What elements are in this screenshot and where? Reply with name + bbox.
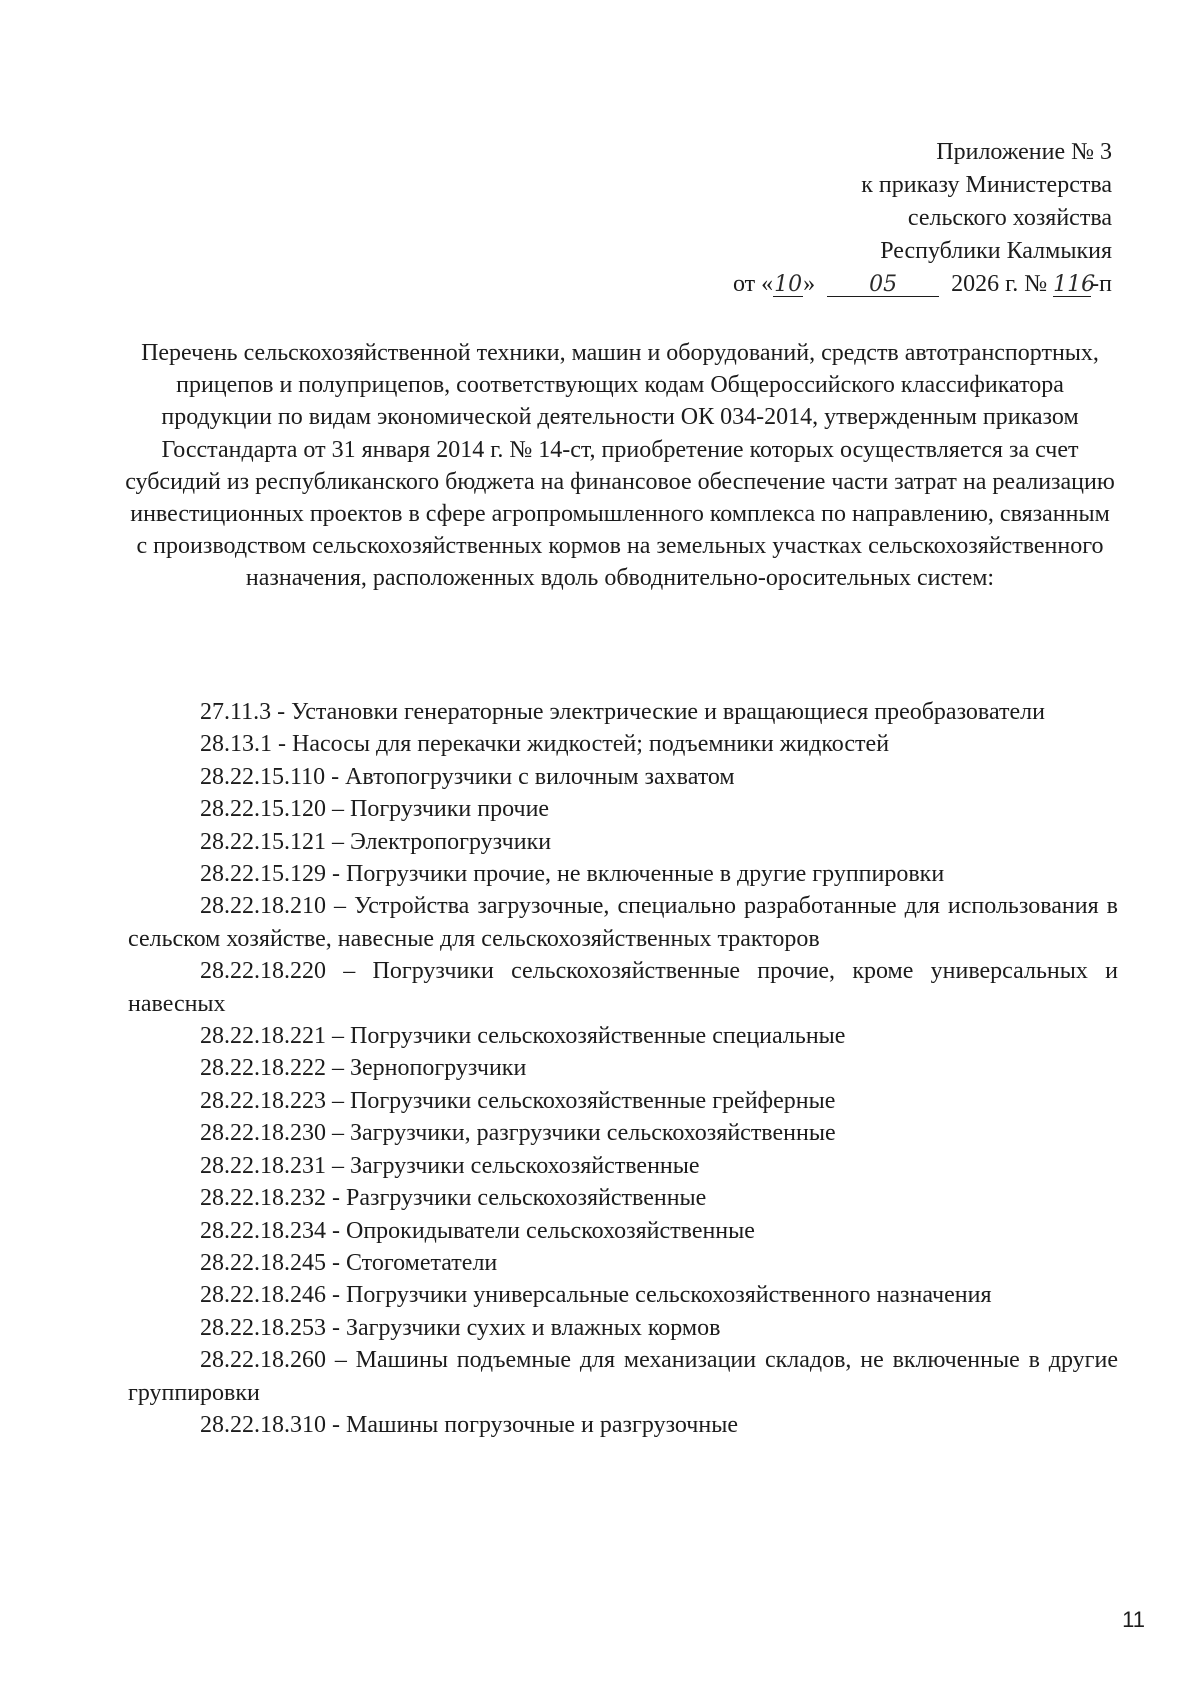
order-suffix: -п: [1091, 271, 1112, 297]
list-item: 28.22.18.231 – Загрузчики сельскохозяйственные: [200, 1152, 700, 1179]
list-item: 28.22.18.210 – Устройства загрузочные, специально разработанные для использования в сельском хозяйстве, навесные для сельскохозяйственных тракторов: [128, 893, 1118, 952]
list-item: 28.22.15.121 – Электропогрузчики: [200, 828, 552, 855]
date-prefix: от «: [732, 271, 774, 297]
list-item: 28.22.18.222 – Зернопогрузчики: [200, 1055, 527, 1082]
page-number: 11: [1122, 1607, 1145, 1632]
list-item: 28.22.18.310 - Машины погрузочные и разгрузочные: [200, 1411, 738, 1438]
date-month-handwritten: 05: [827, 274, 939, 297]
list-item: 28.22.18.253 - Загрузчики сухих и влажных кормов: [200, 1314, 721, 1341]
list-item: 28.13.1 - Насосы для перекачки жидкостей; подъемники жидкостей: [200, 731, 890, 758]
date-year: 2026 г. №: [951, 271, 1048, 297]
list-item: 28.22.18.260 – Машины подъемные для механизации складов, не включенные в другие группировки: [128, 1347, 1118, 1406]
list-item: 28.22.18.221 – Погрузчики сельскохозяйственные специальные: [200, 1023, 846, 1050]
list-item: 28.22.18.232 - Разгрузчики сельскохозяйственные: [200, 1185, 707, 1212]
date-day-handwritten: 10: [774, 272, 803, 297]
list-item: 28.22.18.230 – Загрузчики, разгрузчики сельскохозяйственные: [200, 1120, 836, 1147]
date-quote-close: »: [803, 271, 816, 297]
appendix-number: Приложение № 3: [936, 139, 1112, 165]
ministry-name-line: сельского хозяйства: [907, 205, 1112, 231]
order-number-handwritten: 116: [1053, 272, 1096, 297]
list-item: 28.22.18.234 - Опрокидыватели сельскохозяйственные: [200, 1217, 755, 1244]
republic-name: Республики Калмыкия: [880, 238, 1112, 264]
document-title: Перечень сельскохозяйственной техники, машин и оборудований, средств автотранспортных, прицепов и полуприцепов, соответствующих кодам Общероссийского классификатора продукции по видам экономической деятельности ОК 034-2014, утвержденным приказом Госстандарта от 31 января 2014 г. № 14-ст, приобретение которых осуществляется за счет субсидий из республиканского бюджета на финансовое обеспечение части затрат на реализацию инвестиционных проектов в сфере агропромышленного комплекса по направлению, связанным с производством сельскохозяйственных кормов на земельных участках сельскохозяйственного назначения, расположенных вдоль обводнительно-оросительных систем:: [125, 340, 1115, 592]
list-item: 28.22.18.220 – Погрузчики сельскохозяйственные прочие, кроме универсальных и навесных: [128, 958, 1118, 1017]
appendix-header: [733, 136, 1112, 301]
list-item: 28.22.18.246 - Погрузчики универсальные сельскохозяйственного назначения: [200, 1282, 992, 1309]
list-item: 28.22.18.245 - Стогометатели: [200, 1249, 498, 1276]
list-item: 28.22.15.120 – Погрузчики прочие: [200, 796, 550, 823]
equipment-list: [128, 696, 1118, 1441]
list-item: 28.22.15.129 - Погрузчики прочие, не включенные в другие группировки: [200, 861, 945, 888]
list-item: 27.11.3 - Установки генераторные электрические и вращающиеся преобразователи: [200, 699, 1045, 725]
order-date-line: [733, 268, 1112, 301]
list-item: 28.22.18.223 – Погрузчики сельскохозяйственные грейферные: [200, 1087, 836, 1114]
list-item: 28.22.15.110 - Автопогрузчики с вилочным захватом: [200, 763, 735, 790]
order-reference: к приказу Министерства: [861, 172, 1112, 198]
